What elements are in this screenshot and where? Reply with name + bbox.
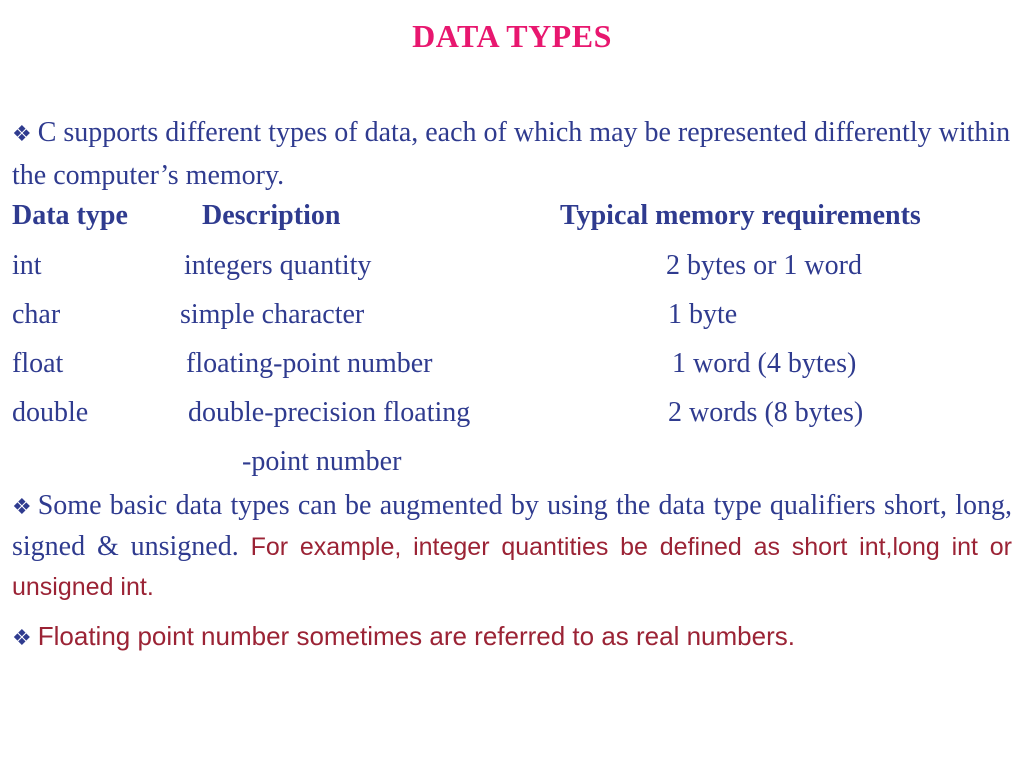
diamond-bullet-icon: ❖ — [12, 625, 32, 650]
cell-type: char — [12, 299, 61, 330]
qualifiers-text: Some basic data types can be augmented by using the data type qualifiers short, long, signed & unsigned. — [12, 490, 1012, 562]
table-row — [0, 250, 1024, 290]
floating-point-text: Floating point number sometimes are referred to as real numbers. — [37, 621, 795, 651]
cell-description: floating-point number — [186, 348, 433, 379]
table-row — [0, 397, 1024, 437]
cell-memory: 1 byte — [668, 299, 738, 330]
intro-text: C supports different types of data, each of which may be represented differently within the computer’s memory. — [12, 117, 1011, 191]
cell-type: double — [12, 397, 89, 428]
cell-description: simple character — [180, 299, 365, 330]
header-memory: Typical memory requirements — [560, 200, 921, 231]
table-row — [0, 299, 1024, 339]
qualifiers-paragraph — [12, 486, 1012, 607]
cell-memory: 2 words (8 bytes) — [668, 397, 864, 428]
diamond-bullet-icon: ❖ — [12, 121, 32, 146]
qualifiers-example-text: For example, integer quantities be defined as short int,long int or unsigned int. — [12, 533, 1012, 601]
table-row-continuation — [0, 446, 1024, 486]
cell-memory: 2 bytes or 1 word — [666, 250, 862, 281]
cell-type: int — [12, 250, 42, 281]
table-header-row — [0, 200, 1024, 240]
cell-description: integers quantity — [184, 250, 372, 281]
cell-description: double-precision floating — [188, 397, 471, 428]
table-row — [0, 348, 1024, 388]
cell-type: float — [12, 348, 64, 379]
diamond-bullet-icon: ❖ — [12, 494, 32, 519]
cell-description-continued: -point number — [242, 446, 402, 477]
intro-paragraph — [12, 112, 1012, 197]
header-data-type: Data type — [12, 200, 128, 231]
floating-point-note — [12, 616, 1012, 661]
slide-title: DATA TYPES — [412, 18, 612, 54]
header-description: Description — [202, 200, 341, 231]
cell-memory: 1 word (4 bytes) — [672, 348, 857, 379]
